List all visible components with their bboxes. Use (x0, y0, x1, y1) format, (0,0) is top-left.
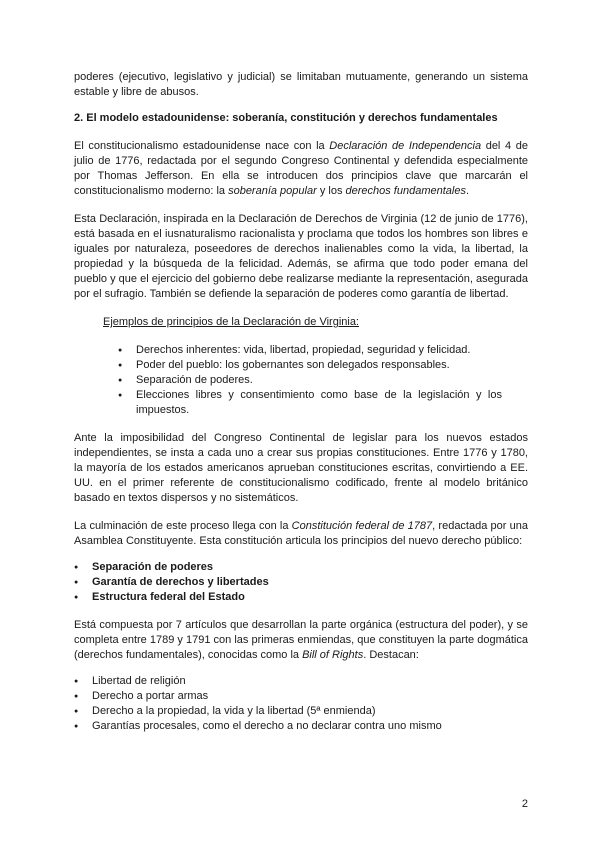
list-subheading: Ejemplos de principios de la Declaración de Virginia: (103, 316, 359, 328)
paragraph-state-constitutions: Ante la imposibilidad del Congreso Continental de legislar para los nuevos estados independientes, se insta a cada uno a crear sus propias constituciones. Entre 1776 y 1780, la mayoría de los estados americanos aprueban constituciones escritas, convirtiendo a EE. UU. en el primer referente de constitucionalismo codificado, frente al modelo británico basado en textos dispersos y no sistemáticos. (74, 432, 528, 504)
paragraph-intro-continuation: poderes (ejecutivo, legislativo y judicial) se limitaban mutuamente, generando un sistema estable y libre de abusos. (74, 71, 528, 98)
list-item: ● Derecho a portar armas (74, 689, 528, 704)
list-item: ● Derechos inherentes: vida, libertad, propiedad, seguridad y felicidad. (118, 343, 502, 358)
list-item: ● Elecciones libres y consentimiento como base de la legislación y los impuestos. (118, 388, 502, 418)
list-item: ● Libertad de religión (74, 674, 528, 689)
text-run: y los (316, 185, 346, 197)
list-item: ● Derecho a la propiedad, la vida y la libertad (5ª enmienda) (74, 704, 528, 719)
paragraph-federal-constitution (74, 519, 528, 549)
paragraph-bill-of-rights (74, 618, 528, 663)
text-run: La culminación de este proceso llega con la (74, 520, 292, 532)
emphasis-soberania: soberanía popular (228, 185, 317, 197)
text-run: El constitucionalismo estadounidense nace con la (74, 140, 330, 152)
emphasis-constitucion: Constitución federal de 1787 (291, 520, 433, 532)
list-item: ● Garantías procesales, como el derecho a no declarar contra uno mismo (74, 719, 528, 734)
page-number: 2 (521, 798, 528, 810)
list-item: ● Estructura federal del Estado (74, 590, 528, 605)
document-body (74, 70, 528, 734)
list-item: ● Garantía de derechos y libertades (74, 575, 528, 590)
paragraph-virginia: Esta Declaración, inspirada en la Declaración de Derechos de Virginia (12 de junio de 1776), está basada en el iusnaturalismo racionalista y proclama que todos los hombres son libres e iguales por naturaleza, poseedores de derechos inalienables como la vida, la libertad, la propiedad y la búsqueda de la felicidad. Además, se afirma que todo poder emana del pueblo y que el ejercicio del gobierno debe realizarse mediante la representación, asegurada por el sufragio. También se defiende la separación de poderes como garantía de libertad. (74, 213, 528, 300)
emphasis-declaracion: Declaración de Independencia (329, 140, 482, 152)
emphasis-derechos: derechos fundamentales (345, 185, 466, 197)
emphasis-bill: Bill of Rights (302, 649, 364, 661)
text-run: del 4 de julio de 1776, redactada por el segundo Congreso Continental y defendida especialmente por Thomas Jefferson. En ella se introducen dos principios clave que marcarán el constitucionalismo moderno: la (74, 140, 528, 197)
bill-of-rights-list (74, 674, 528, 734)
text-run: , redactada por una Asamblea Constituyente. Esta constitución articula los principios del nuevo derecho público: (74, 520, 529, 547)
list-item: ● Poder del pueblo: los gobernantes son delegados responsables. (118, 358, 502, 373)
text-run: Está compuesta por 7 artículos que desarrollan la parte orgánica (estructura del poder), y se completa entre 1789 y 1791 con las primeras enmiendas, que constituyen la parte dogmática (derechos fundamentales), conocidas como la (74, 619, 528, 661)
section-heading: 2. El modelo estadounidense: soberanía, constitución y derechos fundamentales (74, 112, 498, 124)
text-run: . Destacan: (363, 649, 419, 661)
virginia-principles-list (74, 343, 502, 418)
federal-principles-list (74, 560, 528, 605)
paragraph-declaration (74, 139, 528, 199)
list-item: ● Separación de poderes (74, 560, 528, 575)
list-item: ● Separación de poderes. (118, 373, 502, 388)
text-run: . (465, 185, 470, 197)
